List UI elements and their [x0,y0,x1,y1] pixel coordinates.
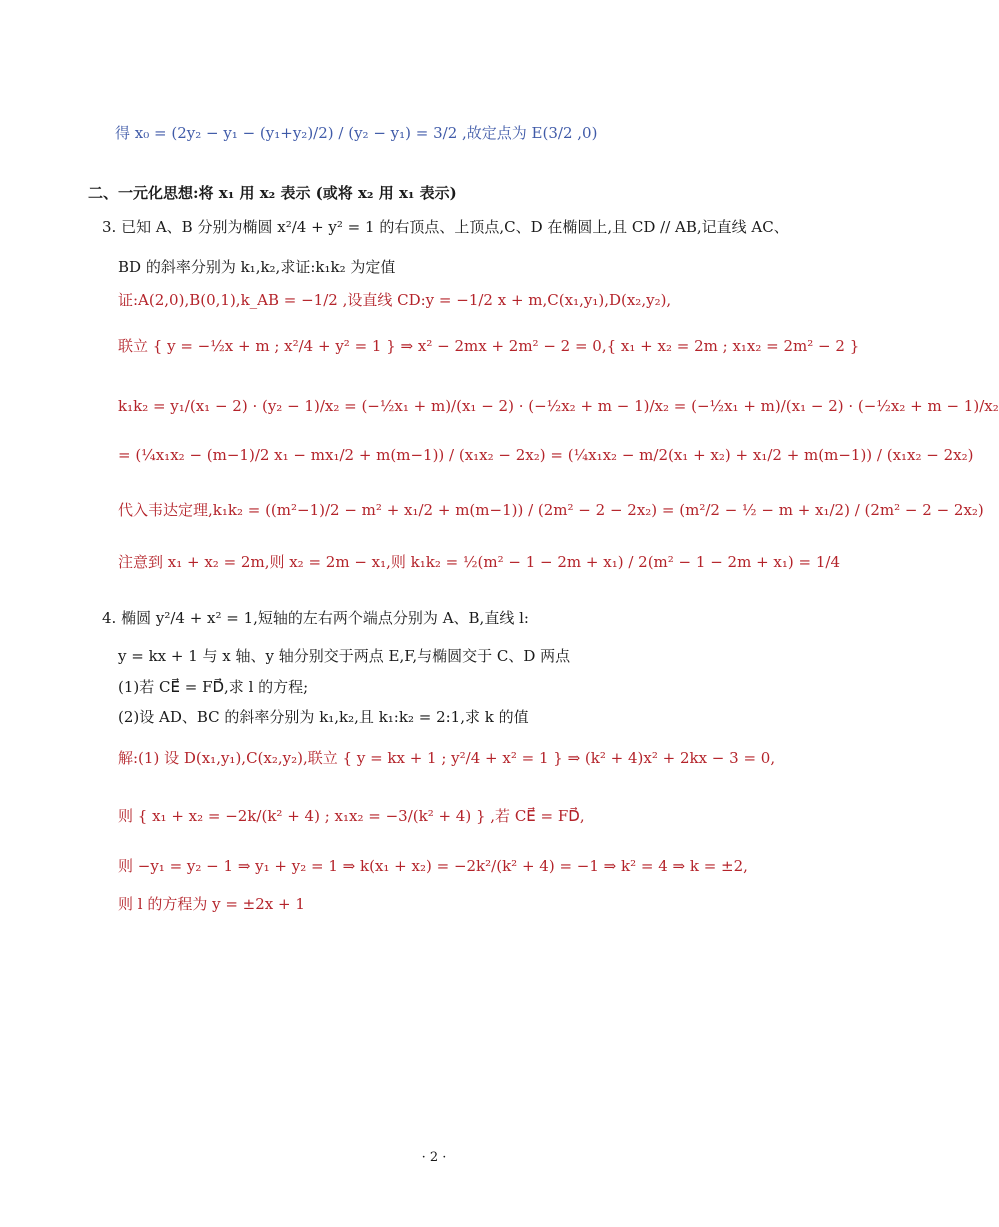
fixed-point-conclusion: 得 x₀ = (2y₂ − y₁ − (y₁+y₂)/2) / (y₂ − y₁) = 3/2 ,故定点为 E(3/2 ,0) [115,124,598,142]
problem-3-statement-line-1: 3. 已知 A、B 分别为椭圆 x²/4 + y² = 1 的右顶点、上顶点,C、D 在椭圆上,且 CD // AB,记直线 AC、 [102,218,789,236]
problem-4-part-2: (2)设 AD、BC 的斜率分别为 k₁,k₂,且 k₁:k₂ = 2:1,求 k 的值 [118,708,529,726]
solution-4-line-4: 则 l 的方程为 y = ±2x + 1 [118,895,305,913]
solution-4-line-2: 则 { x₁ + x₂ = −2k/(k² + 4) ; x₁x₂ = −3/(k² + 4) } ,若 CE⃗ = FD⃗, [118,807,585,825]
problem-4-part-1: (1)若 CE⃗ = FD⃗,求 l 的方程; [118,678,309,696]
proof-3-line-4: = (¼x₁x₂ − (m−1)/2 x₁ − mx₁/2 + m(m−1)) / (x₁x₂ − 2x₂) = (¼x₁x₂ − m/2(x₁ + x₂) + x₁/2 + m(m−1)) / (x₁x₂ − 2x₂) [118,446,974,464]
page-number: · 2 · [421,1150,447,1165]
proof-3-line-1: 证:A(2,0),B(0,1),k_AB = −1/2 ,设直线 CD:y = −1/2 x + m,C(x₁,y₁),D(x₂,y₂), [118,291,672,309]
problem-4-statement-line-2: y = kx + 1 与 x 轴、y 轴分别交于两点 E,F,与椭圆交于 C、D 两点 [118,647,571,665]
proof-3-line-5: 代入韦达定理,k₁k₂ = ((m²−1)/2 − m² + x₁/2 + m(m−1)) / (2m² − 2 − 2x₂) = (m²/2 − ½ − m + x₁/2) / (2m² − 2 − 2x₂) [118,501,984,519]
proof-3-line-3: k₁k₂ = y₁/(x₁ − 2) · (y₂ − 1)/x₂ = (−½x₁ + m)/(x₁ − 2) · (−½x₂ + m − 1)/x₂ = (−½x₁ + m)/(x₁ − 2) · (−½x₂ + m − 1)/x₂ [118,397,999,415]
problem-4-statement-line-1: 4. 椭圆 y²/4 + x² = 1,短轴的左右两个端点分别为 A、B,直线 l: [102,609,529,627]
section-heading: 二、一元化思想:将 x₁ 用 x₂ 表示 (或将 x₂ 用 x₁ 表示) [88,184,457,202]
solution-4-line-3: 则 −y₁ = y₂ − 1 ⇒ y₁ + y₂ = 1 ⇒ k(x₁ + x₂) = −2k²/(k² + 4) = −1 ⇒ k² = 4 ⇒ k = ±2, [118,857,748,875]
problem-3-statement-line-2: BD 的斜率分别为 k₁,k₂,求证:k₁k₂ 为定值 [118,258,396,276]
proof-3-line-6: 注意到 x₁ + x₂ = 2m,则 x₂ = 2m − x₁,则 k₁k₂ = ½(m² − 1 − 2m + x₁) / 2(m² − 1 − 2m + x₁) = 1/4 [118,553,840,571]
solution-4-line-1: 解:(1) 设 D(x₁,y₁),C(x₂,y₂),联立 { y = kx + 1 ; y²/4 + x² = 1 } ⇒ (k² + 4)x² + 2kx − 3 = 0, [118,749,776,767]
proof-3-line-2: 联立 { y = −½x + m ; x²/4 + y² = 1 } ⇒ x² − 2mx + 2m² − 2 = 0,{ x₁ + x₂ = 2m ; x₁x₂ = 2m² − 2 } [118,337,860,355]
